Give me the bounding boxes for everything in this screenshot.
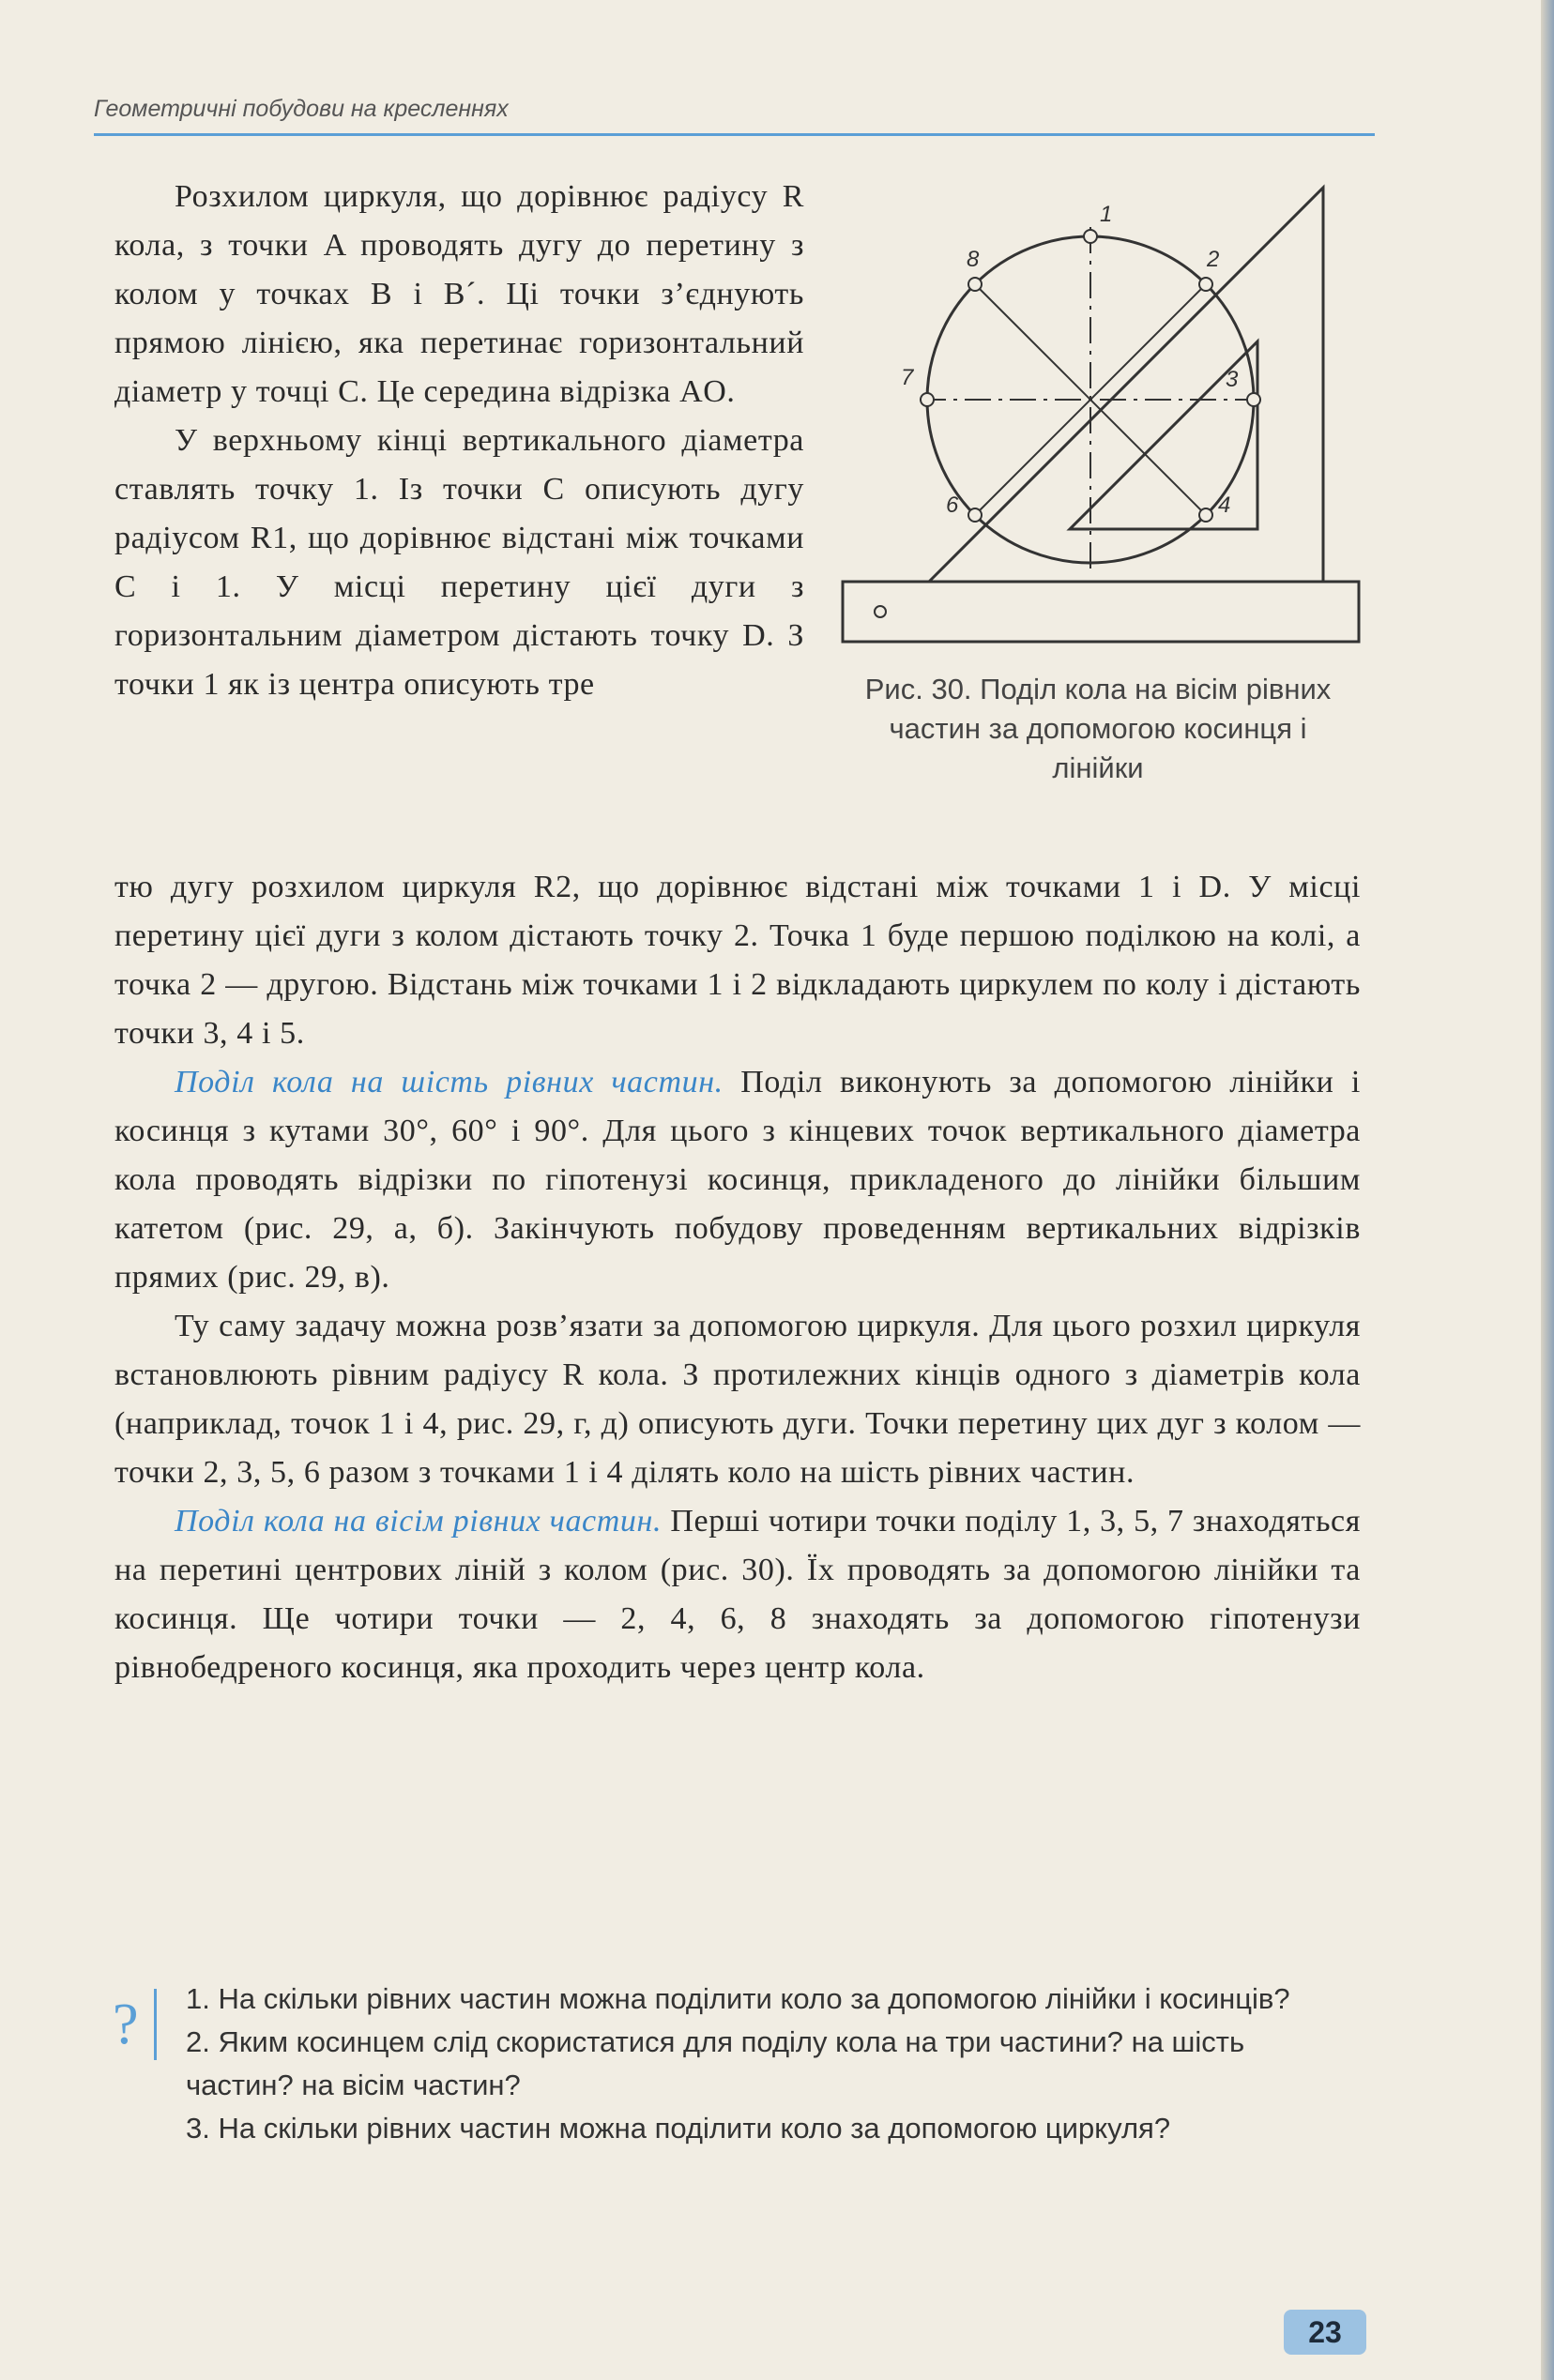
figure-label-3: 3 [1226, 367, 1239, 392]
running-header: Геометричні побудови на кресленнях [94, 96, 509, 122]
paragraph-2-start: У верхньому кінці вертикального діаметра ставлять точку 1. Із точки C описують дугу радіусом R1, що дорівнює відстані між точками C і 1. У місці перетину цієї дуги з горизонтальним діаметром дістають точку D. З точки 1 як із центра описують тре [114, 423, 804, 702]
paragraph-3-heading: Поділ кола на шість рівних частин. [175, 1065, 724, 1099]
figure-label-8: 8 [967, 247, 980, 272]
question-1: 1. На скільки рівних частин можна поділити коло за допомогою лінійки і косинців? [186, 1982, 1290, 2015]
figure-caption: Рис. 30. Поділ кола на вісім рівних частин за допомогою косинця і лінійки [864, 673, 1332, 784]
figure-large-set-square [929, 188, 1323, 582]
paragraph-1: Розхилом циркуля, що дорівнює радіусу R кола, з точки A проводять дугу до перетину з колом у точках B і B´. Ці точки з’єднують прямою лінією, яка перетинає горизонтальний діаметр у точці C. Це середина відрізка AO. [114, 179, 804, 409]
paragraph-5 [114, 1497, 1361, 1692]
figure-label-6: 6 [946, 493, 959, 518]
paragraph-5-body: Перші чотири точки поділу 1, 3, 5, 7 знаходяться на перетині центрових ліній з колом (рис. 30). Їх проводять за допомогою лінійки та косинця. Ще чотири точки — 2, 4, 6, 8 знаходять за допомогою гіпотенузи рівнобедреного косинця, яка проходить через центр кола. [114, 1504, 1361, 1685]
text-column-narrow [114, 173, 804, 709]
question-2: 2. Яким косинцем слід скористатися для поділу кола на три частини? на шість частин? на вісім частин? [186, 2025, 1245, 2101]
questions-block [186, 1978, 1359, 2150]
figure-ruler-hole [875, 606, 886, 617]
paragraph-2-end: тю дугу розхилом циркуля R2, що дорівнює відстані між точками 1 і D. У місці перетину цієї дуги з колом дістають точку 2. Точка 1 буде першою поділкою на колі, а точка 2 — другою. Відстань між точками 1 і 2 відкладають циркулем по колу і дістають точки 3, 4 і 5. [114, 870, 1361, 1051]
figure-label-1: 1 [1100, 202, 1113, 227]
text-column-wide [114, 863, 1361, 1692]
question-3: 3. На скільки рівних частин можна поділити коло за допомогою циркуля? [186, 2112, 1171, 2145]
header-rule [94, 133, 1375, 136]
paragraph-4: Ту саму задачу можна розв’язати за допомогою циркуля. Для цього розхил циркуля встановлюють рівним радіусу R кола. З протилежних кінців одного з діаметрів кола (наприклад, точок 1 і 4, рис. 29, г, д) описують дуги. Точки перетину цих дуг з колом — точки 2, 3, 5, 6 разом з точками 1 і 4 ділять коло на шість рівних частин. [114, 1309, 1361, 1490]
page-edge [1541, 0, 1554, 2380]
figure-label-4: 4 [1218, 493, 1231, 518]
question-icon: ? [113, 1989, 157, 2060]
paragraph-3 [114, 1058, 1361, 1302]
figure-ruler [843, 582, 1359, 642]
figure-label-2: 2 [1207, 247, 1220, 272]
figure-label-7: 7 [901, 365, 914, 390]
figure-30 [826, 173, 1370, 660]
paragraph-3-body: Поділ виконують за допомогою лінійки і косинця з кутами 30°, 60° і 90°. Для цього з кінцевих точок вертикального діаметра кола проводять відрізки по гіпотенузі косинця, прикладеного до лінійки більшим катетом (рис. 29, а, б). Закінчують побудову проведенням вертикальних відрізків прямих (рис. 29, в). [114, 1065, 1361, 1295]
page-number-badge: 23 [1284, 2310, 1366, 2355]
paragraph-5-heading: Поділ кола на вісім рівних частин. [175, 1504, 663, 1539]
